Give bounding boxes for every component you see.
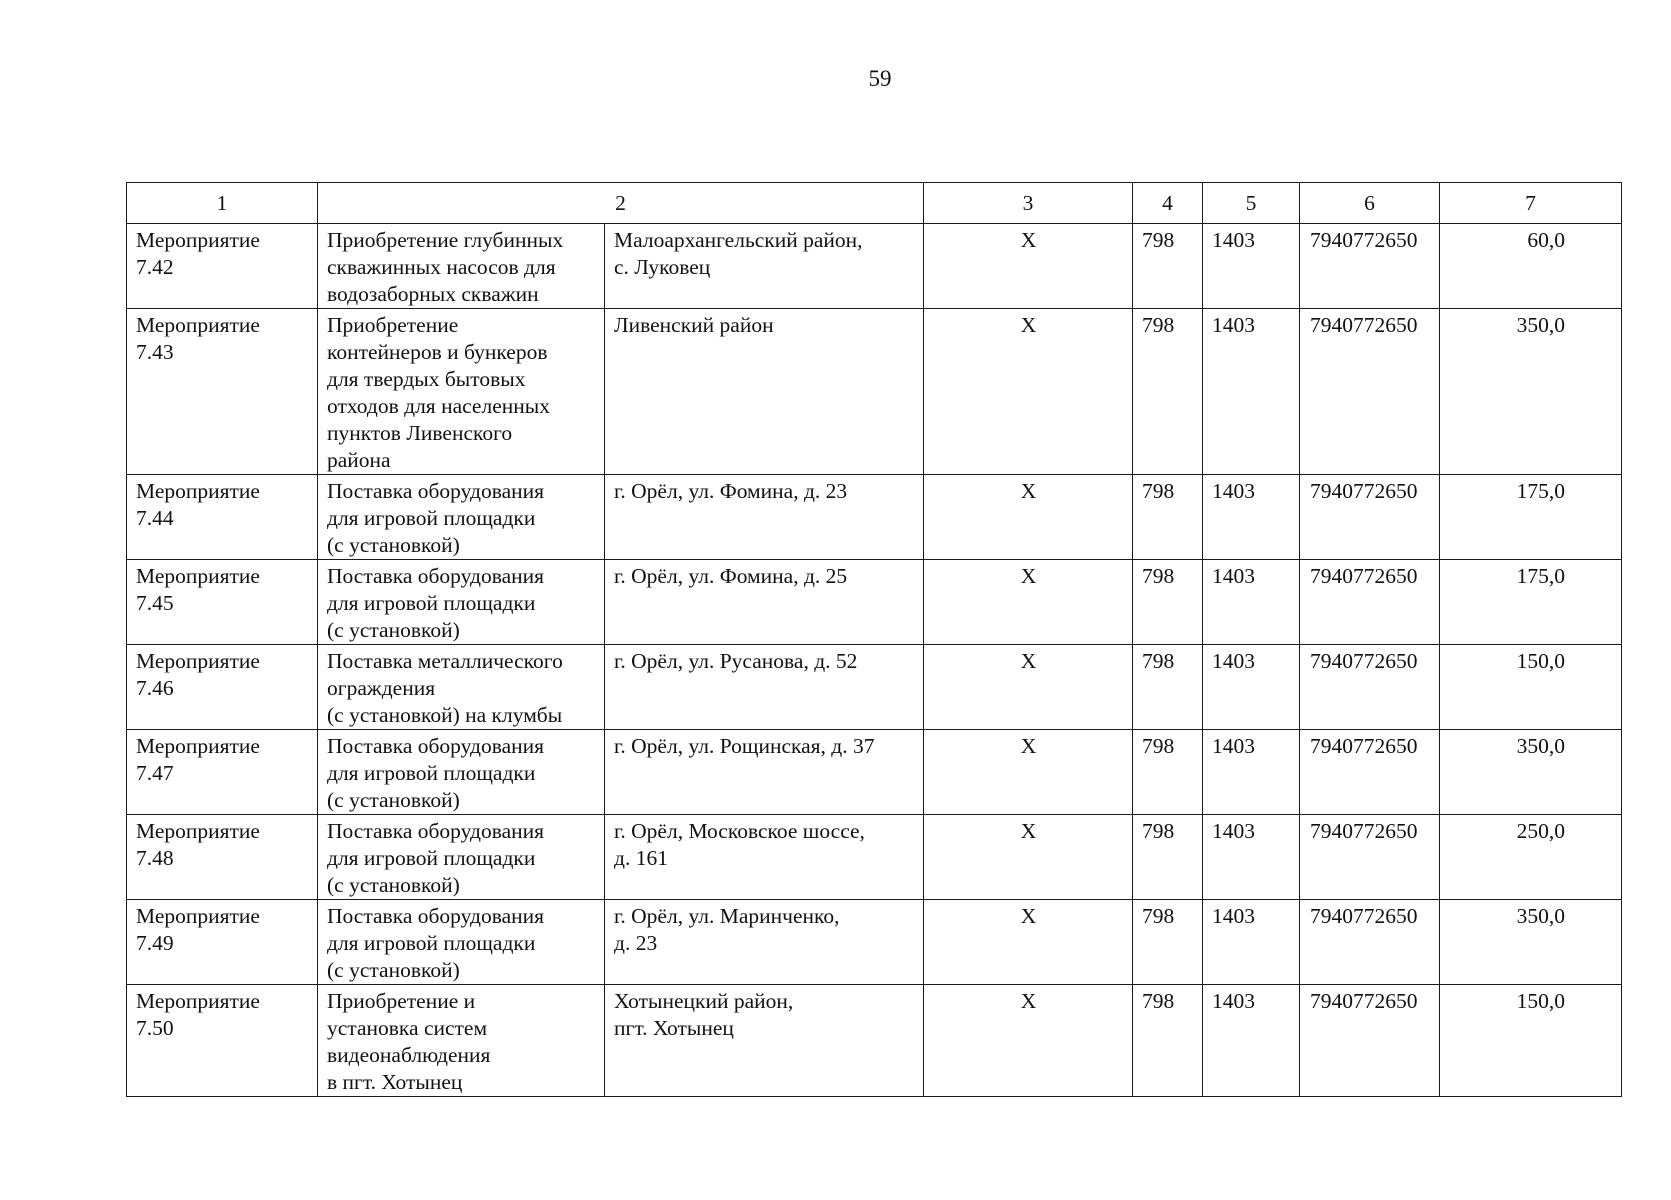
- table-row: [127, 560, 1622, 645]
- col5-cell: 1403: [1203, 560, 1300, 645]
- header-cell: 4: [1133, 183, 1203, 224]
- col4-cell: 798: [1133, 730, 1203, 815]
- description-cell: Приобретение глубинных скважинных насосов для водозаборных скважин: [318, 224, 605, 309]
- col3-cell: Х: [924, 475, 1133, 560]
- col3-cell: Х: [924, 224, 1133, 309]
- description-cell: Поставка оборудования для игровой площадки (с установкой): [318, 900, 605, 985]
- header-cell: 1: [127, 183, 318, 224]
- header-cell: 6: [1300, 183, 1440, 224]
- event-cell: Мероприятие 7.49: [127, 900, 318, 985]
- col5-cell: 1403: [1203, 224, 1300, 309]
- col4-cell: 798: [1133, 645, 1203, 730]
- col4-cell: 798: [1133, 560, 1203, 645]
- col6-cell: 7940772650: [1300, 730, 1440, 815]
- col3-cell: Х: [924, 309, 1133, 475]
- col4-cell: 798: [1133, 815, 1203, 900]
- col3-cell: Х: [924, 900, 1133, 985]
- location-cell: г. Орёл, ул. Рощинская, д. 37: [605, 730, 924, 815]
- table-row: [127, 645, 1622, 730]
- header-cell: 2: [318, 183, 924, 224]
- event-cell: Мероприятие 7.44: [127, 475, 318, 560]
- description-cell: Поставка оборудования для игровой площадки (с установкой): [318, 475, 605, 560]
- description-cell: Приобретение и установка систем видеонаблюдения в пгт. Хотынец: [318, 985, 605, 1097]
- col4-cell: 798: [1133, 224, 1203, 309]
- table-row: [127, 900, 1622, 985]
- location-cell: г. Орёл, ул. Маринченко, д. 23: [605, 900, 924, 985]
- col4-cell: 798: [1133, 985, 1203, 1097]
- col5-cell: 1403: [1203, 475, 1300, 560]
- location-cell: Малоархангельский район, с. Луковец: [605, 224, 924, 309]
- location-cell: г. Орёл, ул. Фомина, д. 23: [605, 475, 924, 560]
- col5-cell: 1403: [1203, 815, 1300, 900]
- col7-cell: 150,0: [1440, 645, 1622, 730]
- table-row: [127, 815, 1622, 900]
- col6-cell: 7940772650: [1300, 900, 1440, 985]
- table-header-row: [127, 183, 1622, 224]
- table-row: [127, 309, 1622, 475]
- description-cell: Поставка оборудования для игровой площадки (с установкой): [318, 815, 605, 900]
- location-cell: Ливенский район: [605, 309, 924, 475]
- budget-table: [126, 182, 1622, 1097]
- col7-cell: 175,0: [1440, 560, 1622, 645]
- header-cell: 3: [924, 183, 1133, 224]
- event-cell: Мероприятие 7.43: [127, 309, 318, 475]
- col6-cell: 7940772650: [1300, 560, 1440, 645]
- col6-cell: 7940772650: [1300, 985, 1440, 1097]
- table-row: [127, 730, 1622, 815]
- col6-cell: 7940772650: [1300, 815, 1440, 900]
- col6-cell: 7940772650: [1300, 224, 1440, 309]
- location-cell: г. Орёл, ул. Русанова, д. 52: [605, 645, 924, 730]
- col4-cell: 798: [1133, 309, 1203, 475]
- col4-cell: 798: [1133, 900, 1203, 985]
- table-row: [127, 475, 1622, 560]
- col7-cell: 175,0: [1440, 475, 1622, 560]
- location-cell: г. Орёл, Московское шоссе, д. 161: [605, 815, 924, 900]
- page-number: 59: [868, 66, 892, 91]
- col3-cell: Х: [924, 985, 1133, 1097]
- col5-cell: 1403: [1203, 309, 1300, 475]
- col5-cell: 1403: [1203, 900, 1300, 985]
- col7-cell: 60,0: [1440, 224, 1622, 309]
- col3-cell: Х: [924, 815, 1133, 900]
- event-cell: Мероприятие 7.42: [127, 224, 318, 309]
- description-cell: Поставка оборудования для игровой площадки (с установкой): [318, 730, 605, 815]
- col5-cell: 1403: [1203, 985, 1300, 1097]
- table-row: [127, 224, 1622, 309]
- col7-cell: 350,0: [1440, 900, 1622, 985]
- event-cell: Мероприятие 7.48: [127, 815, 318, 900]
- description-cell: Поставка оборудования для игровой площадки (с установкой): [318, 560, 605, 645]
- event-cell: Мероприятие 7.45: [127, 560, 318, 645]
- col7-cell: 350,0: [1440, 730, 1622, 815]
- header-cell: 7: [1440, 183, 1622, 224]
- col3-cell: Х: [924, 645, 1133, 730]
- col3-cell: Х: [924, 730, 1133, 815]
- col6-cell: 7940772650: [1300, 309, 1440, 475]
- col7-cell: 150,0: [1440, 985, 1622, 1097]
- col5-cell: 1403: [1203, 645, 1300, 730]
- col3-cell: Х: [924, 560, 1133, 645]
- col7-cell: 250,0: [1440, 815, 1622, 900]
- description-cell: Приобретение контейнеров и бункеров для твердых бытовых отходов для населенных пунктов Ливенского района: [318, 309, 605, 475]
- col6-cell: 7940772650: [1300, 475, 1440, 560]
- col7-cell: 350,0: [1440, 309, 1622, 475]
- event-cell: Мероприятие 7.46: [127, 645, 318, 730]
- col4-cell: 798: [1133, 475, 1203, 560]
- location-cell: г. Орёл, ул. Фомина, д. 25: [605, 560, 924, 645]
- location-cell: Хотынецкий район, пгт. Хотынец: [605, 985, 924, 1097]
- col5-cell: 1403: [1203, 730, 1300, 815]
- event-cell: Мероприятие 7.47: [127, 730, 318, 815]
- col6-cell: 7940772650: [1300, 645, 1440, 730]
- header-cell: 5: [1203, 183, 1300, 224]
- description-cell: Поставка металлического ограждения (с установкой) на клумбы: [318, 645, 605, 730]
- table-row: [127, 985, 1622, 1097]
- event-cell: Мероприятие 7.50: [127, 985, 318, 1097]
